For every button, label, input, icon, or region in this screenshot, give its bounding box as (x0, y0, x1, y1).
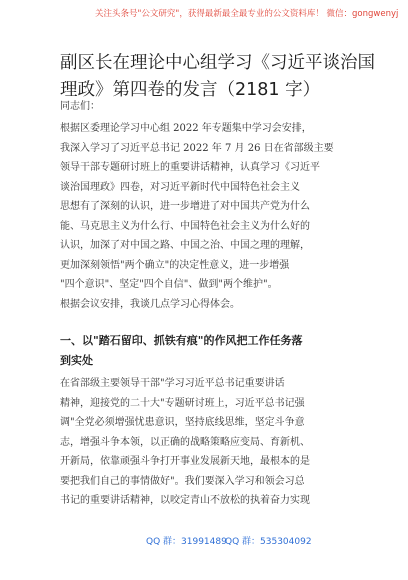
header-banner (95, 8, 399, 34)
text-line: 要把我们自己的事情做好"。我们要深入学习和领会习总 (60, 475, 305, 487)
text-line: 精神，迎接党的二十大"专题研讨班上，习近平总书记强 (60, 397, 305, 409)
text-line: 根据区委理论学习中心组 2022 年专题集中学习会安排， (60, 123, 312, 134)
text-line: 开新局，依靠顽强斗争打开事业发展新天地，最根本的是 (60, 456, 310, 467)
text-line: 谈治国理政》四卷，对习近平新时代中国特色社会主义 (60, 181, 300, 193)
text-line: 调"全党必须增强忧患意识，坚持底线思维，坚定斗争意 (60, 417, 305, 428)
text-line: 我深入学习了习近平总书记 2022 年 7 月 26 日在省部级主要 (60, 142, 334, 154)
text-line: 在省部级主要领导干部"学习习近平总书记重要讲话 (60, 378, 285, 389)
document-title (60, 50, 375, 104)
footer-qq-group-2: QQ 群：535304092 (225, 537, 312, 547)
paragraph-1 (60, 119, 360, 314)
salutation: 同志们： (60, 101, 100, 112)
paragraph-2 (60, 374, 360, 511)
section-heading-1 (60, 331, 360, 370)
text-line: 领导干部专题研讨班上的重要讲话精神，认真学习《习近平 (60, 162, 320, 173)
text-line: 认识，加深了对中国之路、中国之治、中国之理的理解， (60, 240, 310, 251)
text-line: 根据会议安排，我谈几点学习心得体会。 (60, 298, 240, 310)
title-line-2: 理政》第四卷的发言（2181 字） (60, 80, 321, 100)
heading-line: 一、以"踏石留印、抓铁有痕"的作风把工作任务落 (60, 334, 303, 347)
banner-text: 关注头条号"公文研究"，获得最新最全最专业的公文资料库！ 微信：gongwenyj (95, 9, 399, 19)
text-line: 思想有了深刻的认识，进一步增进了对中国共产党为什么 (60, 201, 310, 212)
text-line: 能、马克思主义为什么行、中国特色社会主义为什么好的 (60, 220, 310, 232)
text-line: 书记的重要讲话精神，以咬定青山不放松的执着奋力实现 (60, 495, 310, 506)
text-line: 更加深刻领悟"两个确立"的决定性意义，进一步增强 (60, 259, 290, 271)
footer-qq-group-1: QQ 群：31991489 (146, 537, 227, 547)
text-line: 志，增强斗争本领，以正确的战略策略应变局、育新机、 (60, 436, 310, 448)
footer (0, 531, 408, 549)
heading-line: 到实处 (60, 353, 93, 367)
text-line: "四个意识"、坚定"四个自信"、做到"两个维护"。 (60, 279, 278, 290)
title-line-1: 副区长在理论中心组学习《习近平谈治国 (60, 53, 375, 73)
